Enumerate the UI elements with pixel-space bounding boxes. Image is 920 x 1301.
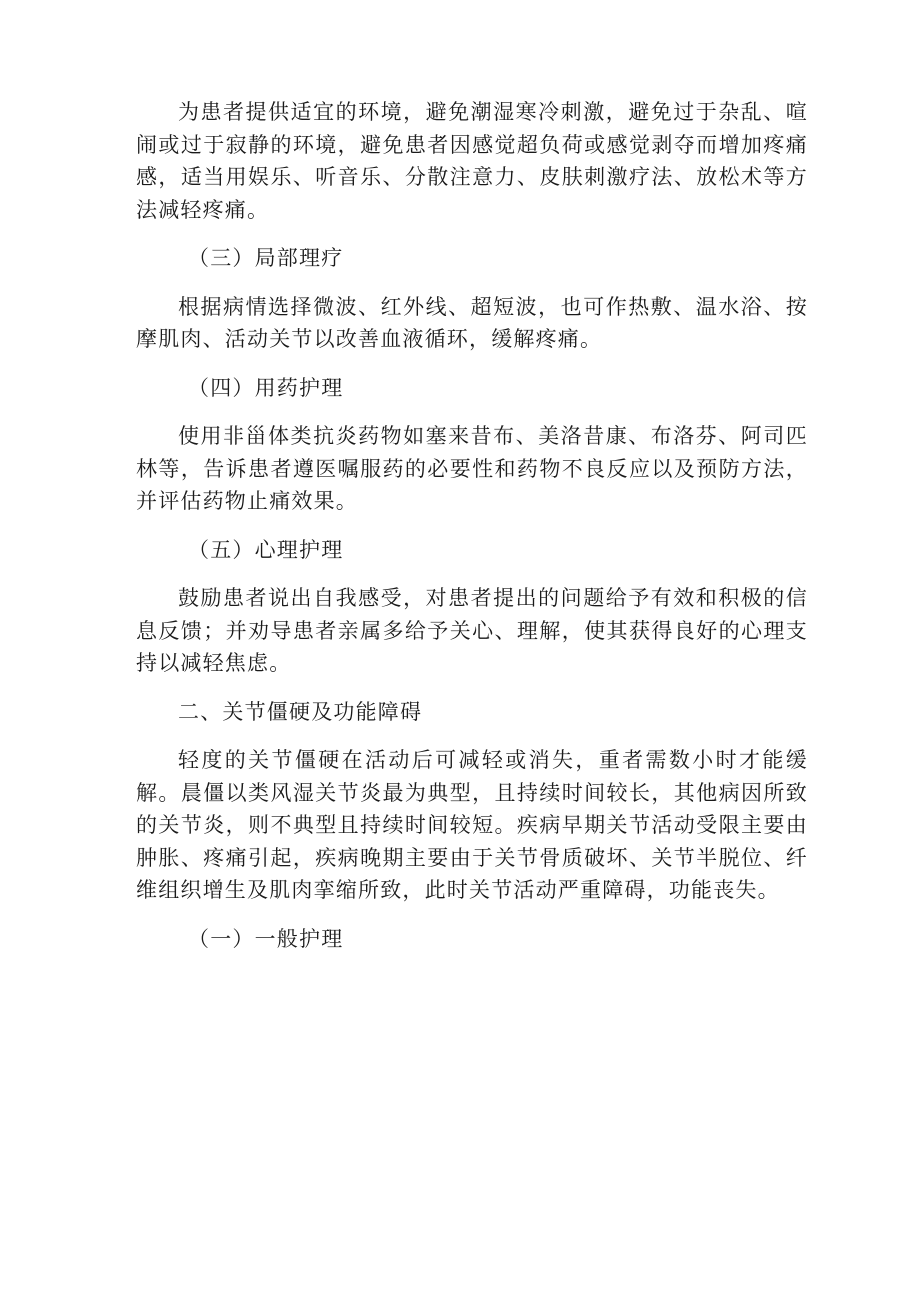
paragraph-medication: 使用非甾体类抗炎药物如塞来昔布、美洛昔康、布洛芬、阿司匹林等，告诉患者遵医嘱服药的必要性和药物不良反应以及预防方法，并评估药物止痛效果。 [136, 424, 808, 513]
heading-medication: （四）用药护理 [188, 375, 344, 400]
paragraph-local-therapy: 根据病情选择微波、红外线、超短波，也可作热敷、温水浴、按摩肌肉、活动关节以改善血液循环，缓解疼痛。 [136, 294, 808, 351]
heading-joint-stiffness: 二、关节僵硬及功能障碍 [178, 699, 423, 724]
paragraph-joint-stiffness: 轻度的关节僵硬在活动后可减轻或消失，重者需数小时才能缓解。晨僵以类风湿关节炎最为典型，且持续时间较长，其他病因所致的关节炎，则不典型且持续时间较短。疾病早期关节活动受限主要由肿胀、疼痛引起，疾病晚期主要由于关节骨质破坏、关节半脱位、纤维组织增生及肌肉挛缩所致，此时关节活动严重障碍，功能丧失。 [136, 748, 808, 902]
heading-general-care: （一）一般护理 [188, 926, 344, 951]
paragraph-psychological-care: 鼓励患者说出自我感受，对患者提出的问题给予有效和积极的信息反馈；并劝导患者亲属多给予关心、理解，使其获得良好的心理支持以减轻焦虑。 [136, 586, 808, 675]
document-page [136, 96, 808, 955]
paragraph-environment: 为患者提供适宜的环境，避免潮湿寒冷刺激，避免过于杂乱、喧闹或过于寂静的环境，避免患者因感觉超负荷或感觉剥夺而增加疼痛感，适当用娱乐、听音乐、分散注意力、皮肤刺激疗法、放松术等方法减轻疼痛。 [136, 100, 808, 222]
heading-local-therapy: （三）局部理疗 [188, 246, 344, 270]
heading-psychological-care: （五）心理护理 [188, 537, 344, 562]
